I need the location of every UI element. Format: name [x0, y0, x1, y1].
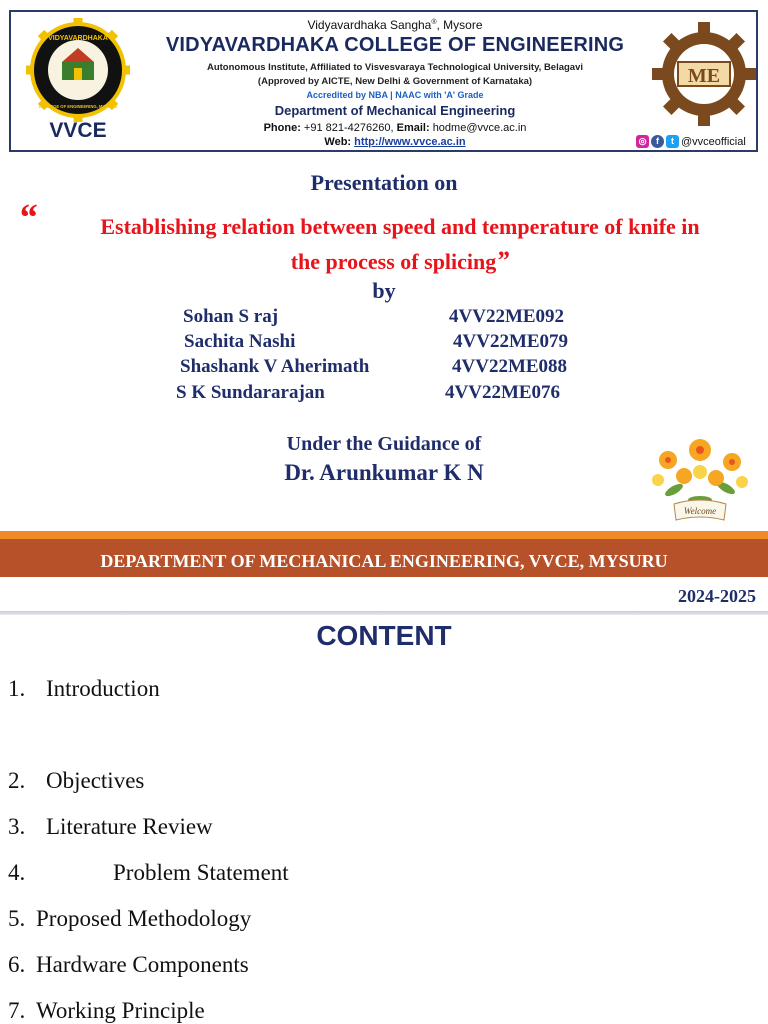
list-item-number: 4.: [8, 860, 26, 885]
approval-line: (Approved by AICTE, New Delhi & Government of Karnataka): [257, 76, 533, 87]
member-usn: 4VV22ME088: [452, 356, 568, 377]
me-logo-text: ME: [687, 65, 721, 87]
web-label: Web:: [324, 136, 352, 148]
open-quote-mark: “: [18, 197, 37, 239]
department-line: Department of Mechanical Engineering: [274, 103, 516, 118]
title-line-1: Establishing relation between speed and temperature of knife in: [100, 214, 700, 239]
list-item: Working Principle: [36, 998, 205, 1023]
member-name: Sachita Nashi: [184, 331, 296, 352]
presentation-label: Presentation on: [310, 170, 458, 195]
list-item: Hardware Components: [36, 952, 249, 977]
list-item-number: 5.: [8, 906, 26, 931]
twitter-icon[interactable]: t: [666, 135, 679, 148]
mechanical-dept-gear-logo-icon: [652, 22, 756, 126]
list-item-number: 7.: [8, 998, 26, 1023]
social-handles: [636, 135, 746, 148]
list-item-number: 1.: [8, 676, 26, 701]
list-item: Introduction: [46, 676, 160, 701]
sangha-place: , Mysore: [436, 18, 483, 32]
sangha-registered-mark: ®: [431, 19, 437, 26]
list-item-number: 3.: [8, 814, 26, 839]
list-item: Proposed Methodology: [36, 906, 252, 931]
logo-ring-bottom-text: COLLEGE OF ENGINEERING, MYSURU: [38, 104, 118, 109]
vvce-logo-icon: [22, 18, 134, 130]
list-item-number: 6.: [8, 952, 26, 977]
website-link[interactable]: http://www.vvce.ac.in: [354, 136, 466, 148]
slide-divider: [0, 611, 768, 615]
social-handle-text: @vvceofficial: [681, 135, 746, 148]
member-usn: 4VV22ME092: [449, 306, 565, 327]
member-name: Shashank V Aherimath: [180, 356, 370, 377]
welcome-text: Welcome: [683, 506, 717, 516]
phone-label: Phone:: [263, 122, 301, 134]
affiliation-line: Autonomous Institute, Affiliated to Visvesvaraya Technological University, Belagavi: [206, 62, 584, 73]
phone-number: +91 821-4276260,: [303, 122, 394, 134]
sangha-line: [140, 18, 650, 32]
list-item-number: 2.: [8, 768, 26, 793]
web-line: [140, 136, 650, 148]
close-quote-mark: ”: [496, 246, 510, 275]
list-item: Objectives: [46, 768, 145, 793]
email-label: Email:: [396, 122, 430, 134]
email-address: hodme@vvce.ac.in: [432, 122, 527, 134]
title-line-2: the process of splicing: [290, 249, 497, 274]
college-name: VIDYAVARDHAKA COLLEGE OF ENGINEERING: [165, 34, 625, 56]
footer-department: DEPARTMENT OF MECHANICAL ENGINEERING, VVCE, MYSURU: [100, 551, 668, 571]
member-name: S K Sundararajan: [176, 382, 325, 403]
instagram-icon[interactable]: ◎: [636, 135, 649, 148]
logo-ring-top-text: VIDYAVARDHAKA: [48, 35, 108, 42]
welcome-flowers-icon: [644, 430, 756, 526]
member-usn: 4VV22ME076: [445, 382, 561, 403]
member-name: Sohan S raj: [183, 306, 279, 327]
academic-year: 2024-2025: [678, 586, 756, 606]
sangha-name: Vidyavardhaka Sangha: [307, 18, 432, 32]
member-usn: 4VV22ME079: [453, 331, 569, 352]
contact-line: [140, 122, 650, 134]
list-item: Problem Statement: [113, 860, 289, 885]
accreditation-line: Accredited by NBA | NAAC with 'A' Grade: [306, 90, 484, 100]
footer-accent-stripe: [0, 531, 768, 539]
guidance-label: Under the Guidance of: [286, 433, 482, 455]
by-label: by: [372, 278, 396, 303]
vvce-logo-label: VVCE: [49, 119, 107, 142]
presentation-title: [40, 210, 760, 279]
list-item: Literature Review: [46, 814, 213, 839]
guide-name: Dr. Arunkumar K N: [284, 460, 484, 485]
facebook-icon[interactable]: f: [651, 135, 664, 148]
content-heading: CONTENT: [316, 620, 452, 651]
